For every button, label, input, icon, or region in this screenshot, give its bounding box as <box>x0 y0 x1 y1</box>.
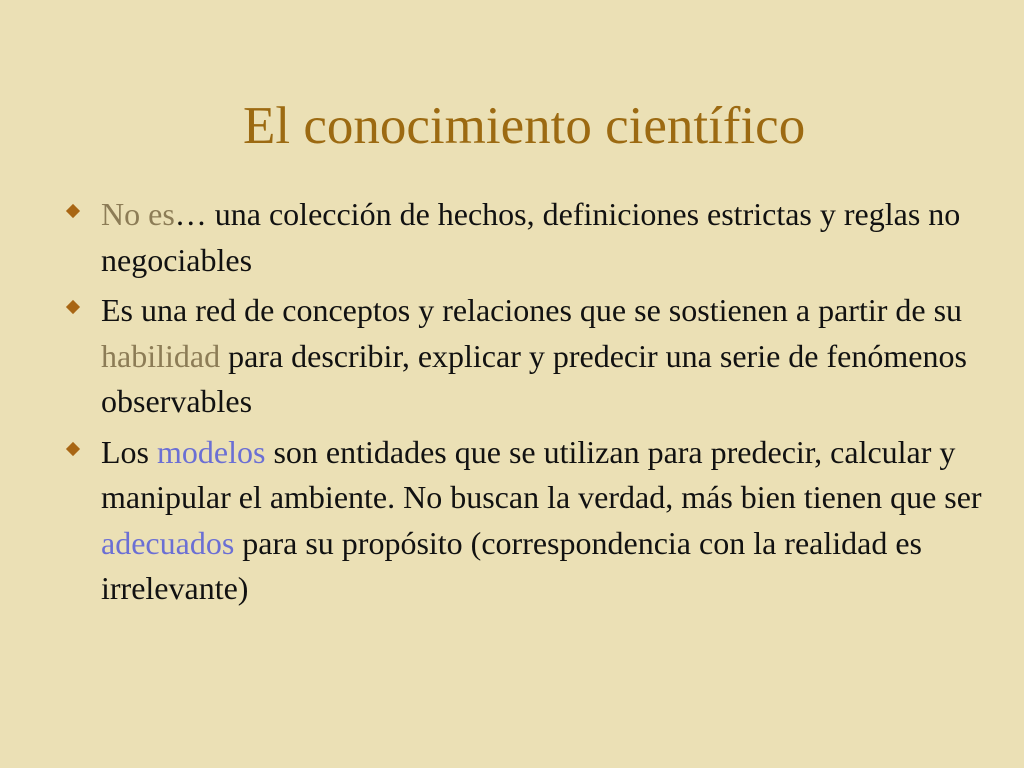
diamond-bullet-icon <box>66 300 80 314</box>
diamond-bullet-icon <box>66 441 80 455</box>
bullet-text <box>101 430 984 612</box>
body-text: … una colección de hechos, definiciones estrictas y reglas no negociables <box>101 196 961 278</box>
bullet-list <box>64 192 984 617</box>
highlight-text: No es <box>101 196 175 232</box>
body-text: para su propósito (correspondencia con la realidad es irrelevante) <box>101 524 922 606</box>
highlight-text: adecuados <box>101 524 235 561</box>
bullet-item-1 <box>64 192 984 283</box>
bullet-text <box>101 192 984 283</box>
diamond-bullet-icon <box>66 204 80 218</box>
bullet-item-2 <box>64 288 984 425</box>
bullet-item-3 <box>64 430 984 612</box>
body-text: Los <box>101 433 157 470</box>
slide-title: El conocimiento científico <box>243 97 806 155</box>
highlight-text: modelos <box>157 433 266 470</box>
body-text: Es una red de conceptos y relaciones que se sostienen a partir de su <box>101 292 963 328</box>
highlight-text: habilidad <box>101 337 221 374</box>
bullet-text <box>101 288 984 425</box>
body-text: para describir, explicar y predecir una serie de fenómenos observables <box>101 337 967 419</box>
body-text: son entidades que se utilizan para predecir, calcular y manipular el ambiente. No buscan la verdad, más bien tienen que ser <box>101 433 982 515</box>
